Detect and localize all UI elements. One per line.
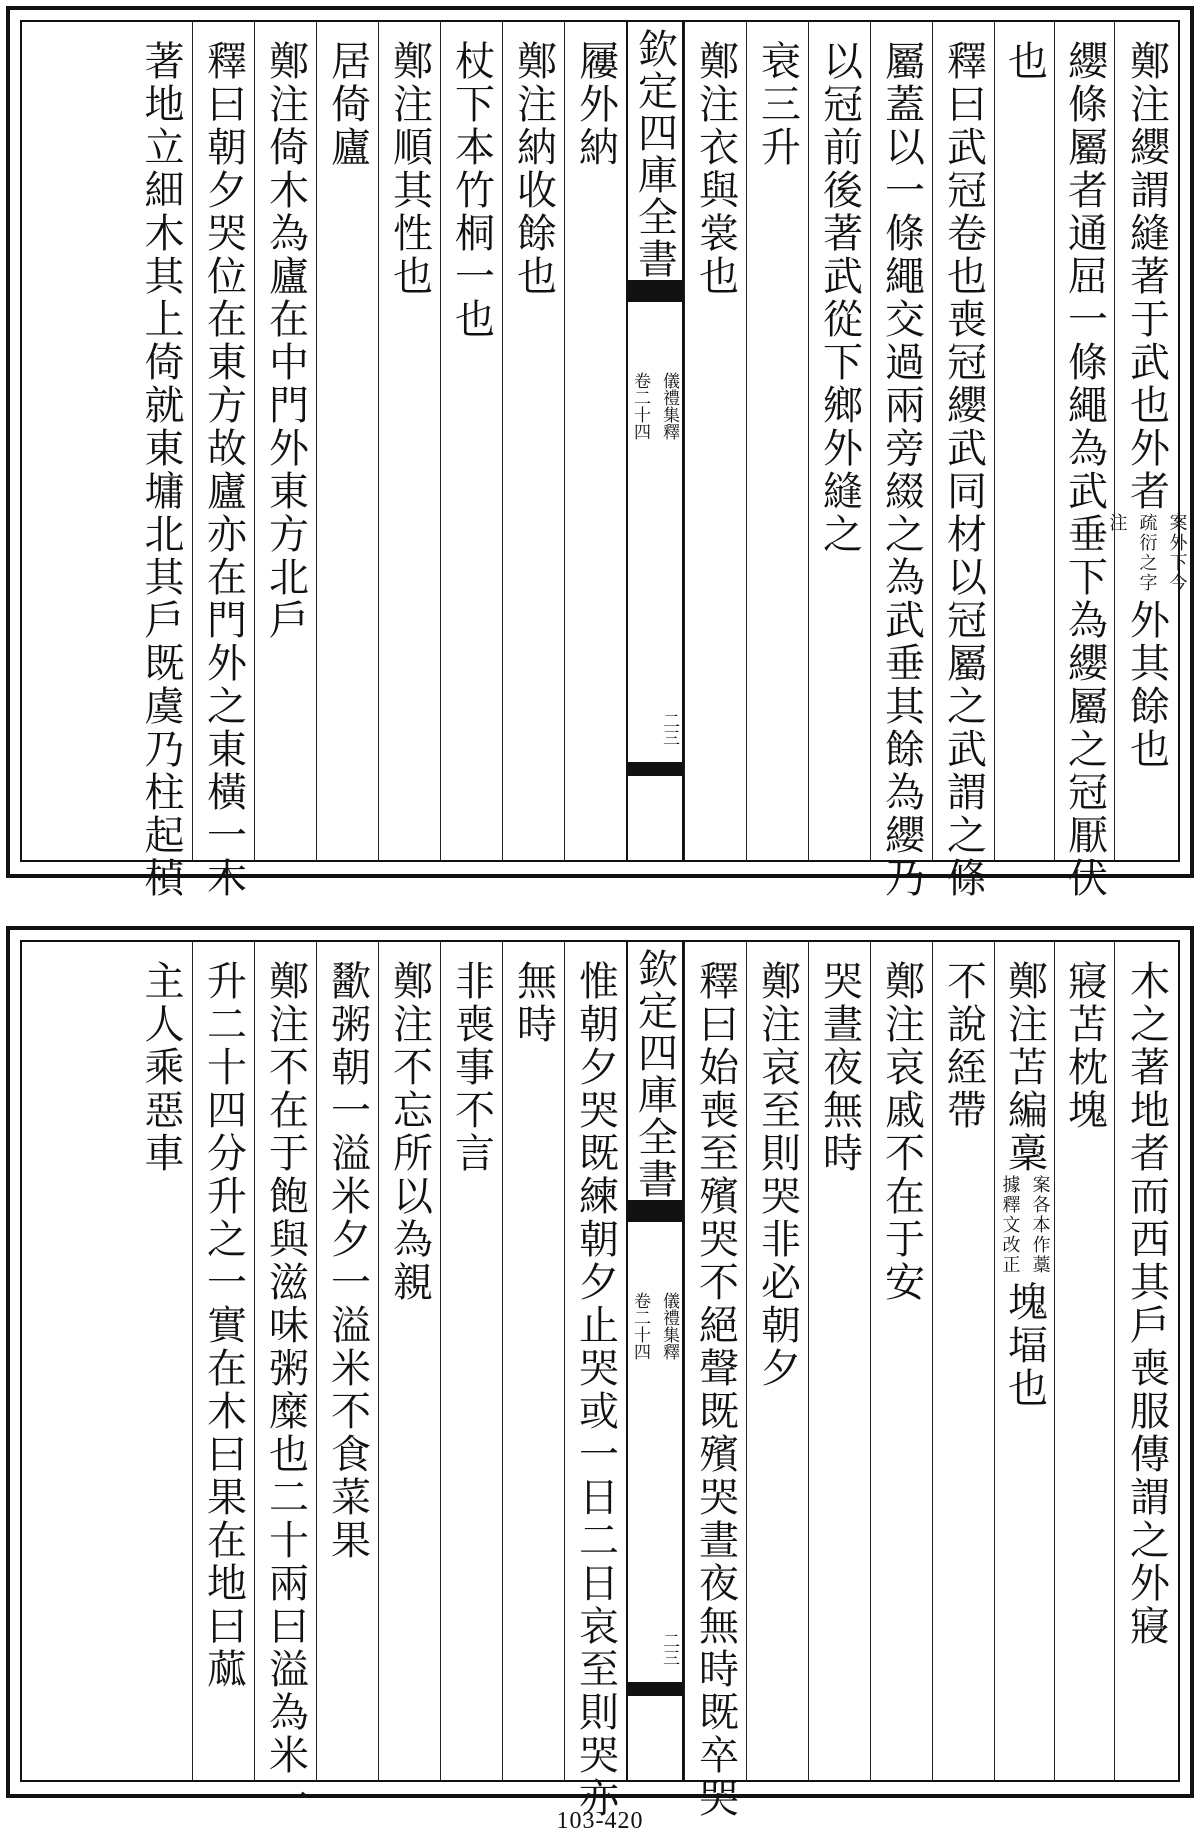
book-header: 欽定四庫全書 [631, 948, 678, 1200]
column-text: 鄭注哀至則哭非必朝夕 [754, 960, 801, 1390]
fishtail-mark [628, 1682, 682, 1696]
text-column [994, 22, 1054, 860]
column-text: 著地立細木其上倚就東墉北其戶既虞乃柱起楨 [138, 40, 184, 900]
text-column [1054, 22, 1114, 900]
text-column [192, 942, 254, 1780]
column-text: 鄭注纓謂縫著于武也外者 [1123, 40, 1170, 513]
text-column [932, 942, 994, 1780]
column-text: 非喪事不言 [448, 960, 495, 1175]
text-column [130, 22, 192, 900]
text-column [870, 942, 932, 1780]
column-text: 不說絰帶 [940, 960, 987, 1132]
text-column [932, 22, 994, 900]
text-column [254, 942, 316, 1820]
text-column [994, 942, 1054, 1780]
center-fold-column [626, 22, 684, 860]
top-columns [20, 20, 1188, 900]
book-header: 欽定四庫全書 [631, 28, 678, 280]
column-text: 釋曰始喪至殯哭不絕聲既殯哭晝夜無時既卒哭 [692, 960, 739, 1820]
fishtail-mark [628, 1220, 682, 1236]
text-column [440, 942, 502, 1780]
column-text: 塊堛也 [1001, 1281, 1048, 1410]
bottom-page [6, 926, 1194, 1820]
text-column [130, 942, 192, 1780]
text-column [316, 22, 378, 860]
text-column [684, 22, 746, 860]
fishtail-mark [628, 1200, 682, 1220]
center-fold-column [626, 942, 684, 1780]
note-line: 案外下今 [1166, 513, 1188, 593]
text-column [378, 942, 440, 1780]
text-column [746, 942, 808, 1780]
column-text: 也 [1001, 40, 1048, 83]
text-column [440, 22, 502, 860]
text-column [192, 22, 254, 900]
column-text: 惟朝夕哭既練朝夕止哭或一日二日哀至則哭亦 [572, 960, 619, 1820]
top-page [6, 6, 1194, 900]
note-line: 注 [1106, 513, 1128, 533]
text-column [254, 22, 316, 860]
column-text: 鄭注倚木為廬在中門外東方北戶 [262, 40, 309, 642]
annotation-note [997, 1175, 1053, 1275]
text-column [1054, 942, 1114, 1780]
bottom-columns [20, 940, 1180, 1820]
text-column [1106, 22, 1188, 860]
volume-label: 卷二十四 [630, 1292, 650, 1360]
column-text: 木之著地者而西其戶喪服傳謂之外寢 [1123, 960, 1170, 1648]
text-column [746, 22, 808, 860]
note-line: 據釋文改正 [999, 1175, 1021, 1275]
column-text: 杖下本竹桐一也 [448, 40, 495, 341]
text-column [378, 22, 440, 860]
column-text: 衰三升 [754, 40, 801, 169]
text-column [684, 942, 746, 1820]
column-text: 鄭注納收餘也 [510, 40, 557, 298]
text-column [502, 942, 564, 1780]
fishtail-mark [628, 762, 682, 776]
text-column [808, 22, 870, 860]
volume-label: 卷二十四 [630, 372, 650, 440]
text-column [870, 22, 932, 900]
page-number: 二三 [659, 712, 679, 746]
column-text: 歠粥朝一溢米夕一溢米不食菜果 [324, 960, 371, 1562]
book-title: 儀禮集釋 [659, 372, 679, 440]
column-text: 鄭注苫編稾 [1001, 960, 1048, 1175]
column-text: 升二十四分升之一實在木曰果在地曰蓏 [200, 960, 247, 1691]
annotation-note [1104, 513, 1190, 593]
column-text: 屨外納 [572, 40, 619, 169]
column-text: 纓條屬者通屈一條繩為武垂下為纓屬之冠厭伏 [1061, 40, 1108, 900]
column-text: 外其餘也 [1123, 599, 1170, 771]
column-text: 屬蓋以一條繩交過兩旁綴之為武垂其餘為纓乃 [878, 40, 925, 900]
column-text: 釋曰朝夕哭位在東方故廬亦在門外之東橫一木 [200, 40, 247, 900]
column-text: 以冠前後著武從下鄉外縫之 [816, 40, 863, 556]
column-text: 主人乘惡車 [138, 960, 184, 1175]
column-text: 寢苫枕塊 [1061, 960, 1108, 1132]
note-line: 案各本作藁 [1029, 1175, 1051, 1275]
column-text: 鄭注不忘所以為親 [386, 960, 433, 1304]
column-text: 鄭注不在于飽與滋味粥糜也二十兩曰溢為米一 [262, 960, 309, 1820]
page-footer-number: 103-420 [556, 1808, 644, 1834]
fishtail-mark [628, 300, 682, 316]
text-column [808, 942, 870, 1780]
text-column [564, 942, 626, 1820]
page-number: 二三 [659, 1632, 679, 1666]
text-column [1114, 942, 1178, 1780]
column-text: 哭晝夜無時 [816, 960, 863, 1175]
column-text: 鄭注順其性也 [386, 40, 433, 298]
text-column [502, 22, 564, 860]
text-column [316, 942, 378, 1780]
book-title: 儀禮集釋 [659, 1292, 679, 1360]
text-column [564, 22, 626, 860]
fold-labels [630, 372, 679, 440]
fold-labels [630, 1292, 679, 1360]
note-line: 疏衍之字 [1136, 513, 1158, 593]
column-text: 鄭注衣與裳也 [692, 40, 739, 298]
column-text: 鄭注哀戚不在于安 [878, 960, 925, 1304]
column-text: 無時 [510, 960, 557, 1046]
fishtail-mark [628, 280, 682, 300]
column-text: 居倚廬 [324, 40, 371, 169]
column-text: 釋曰武冠卷也喪冠纓武同材以冠屬之武謂之條 [940, 40, 987, 900]
